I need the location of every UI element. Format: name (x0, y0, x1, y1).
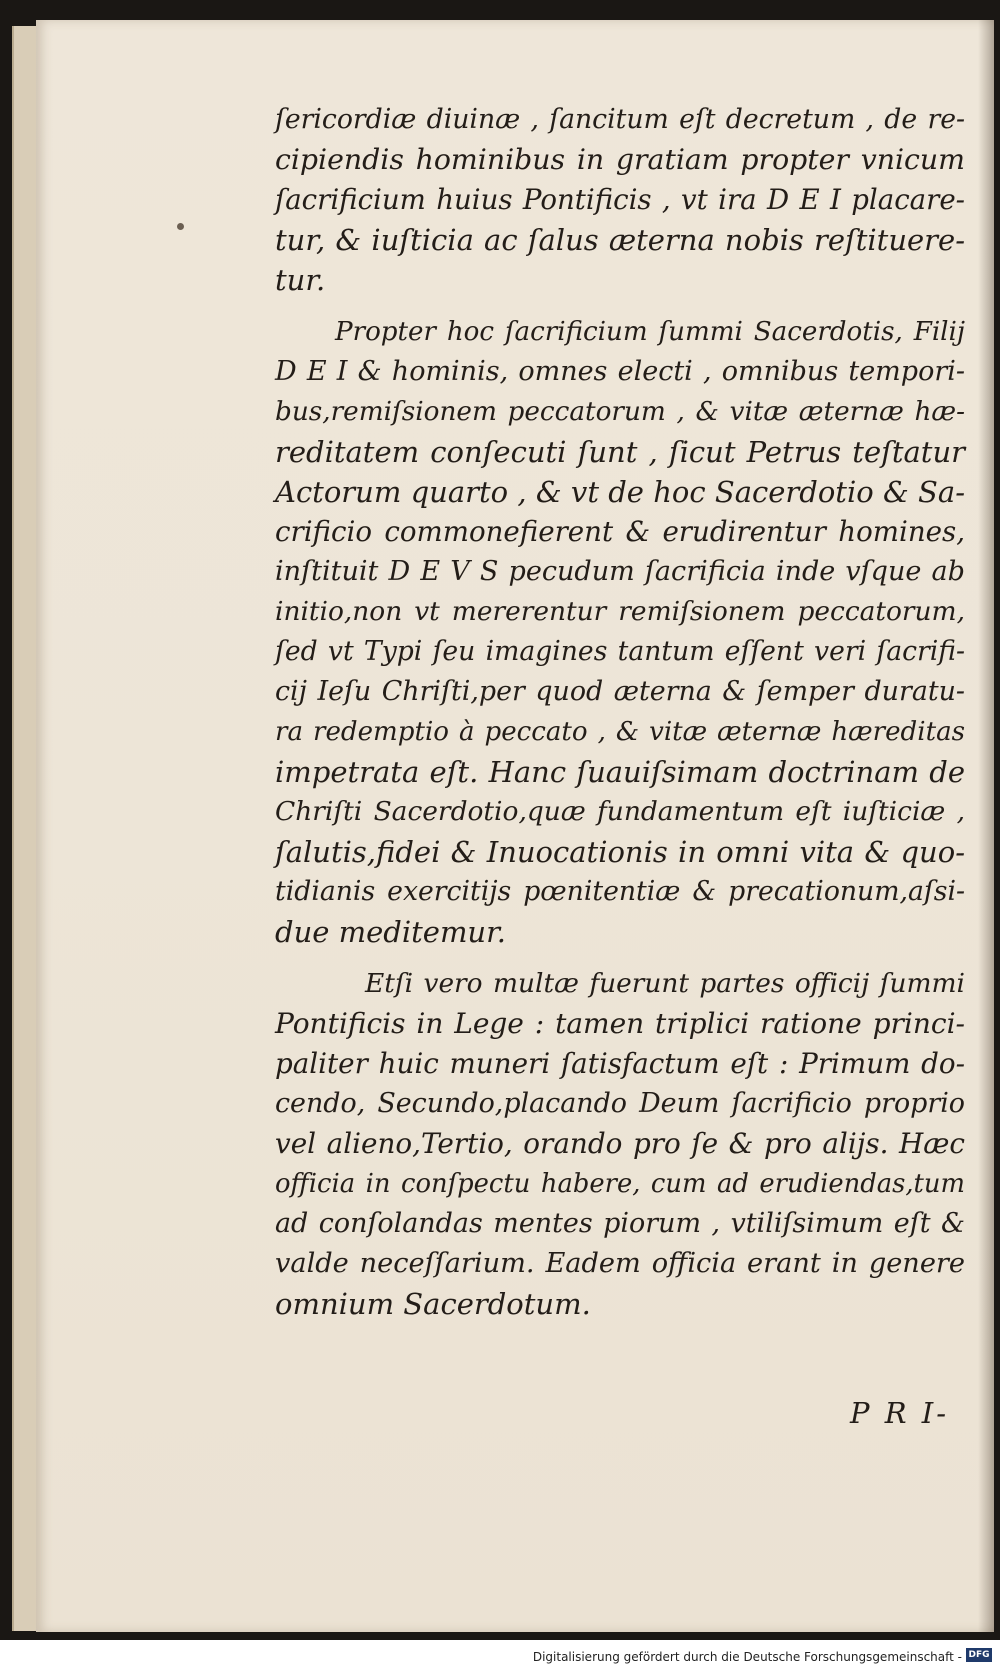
text-line: cipiendis hominibus in gratiam propter vnicum (275, 143, 965, 176)
text-line: Etſi vero multæ fuerunt partes officij ſummi (365, 968, 965, 999)
text-line: initio,non vt mererentur remiſsionem peccatorum, (275, 596, 965, 627)
paragraph-gap (275, 300, 965, 312)
page-text (275, 100, 965, 1324)
text-line: vel alieno,Tertio, orando pro ſe & pro alijs. Hæc (275, 1127, 965, 1160)
text-line: paliter huic muneri ſatisfactum eſt : Primum do- (275, 1047, 965, 1080)
text-line: omnium Sacerdotum. (275, 1287, 591, 1321)
paragraph-gap (275, 952, 965, 964)
text-line: ſed vt Typi ſeu imagines tantum eſſent veri ſacrifi- (275, 636, 965, 667)
paragraph-2 (275, 312, 965, 952)
text-line: Actorum quarto , & vt de hoc Sacerdotio & Sa- (275, 475, 965, 509)
text-line: Chriſti Sacerdotio,quæ fundamentum eſt iuſticiæ , (275, 796, 965, 827)
paragraph-3 (275, 964, 965, 1324)
text-line: Propter hoc ſacrificium ſummi Sacerdotis, Filij (335, 317, 965, 347)
paragraph-1 (275, 100, 965, 300)
dfg-logo-icon: DFG (966, 1648, 992, 1662)
text-line: cij Ieſu Chriſti,per quod æterna & ſemper duratu- (275, 676, 965, 707)
text-line: valde neceſſarium. Eadem officia erant in genere (275, 1248, 965, 1279)
text-line: inſtituit D E V S pecudum ſacrificia inde vſque ab (275, 556, 965, 587)
catchword: P R I- (850, 1396, 950, 1430)
text-line: D E I & hominis, omnes electi , omnibus tempori- (275, 356, 965, 387)
ink-stain (177, 223, 184, 230)
funding-credit: Digitalisierung gefördert durch die Deutsche Forschungsgemeinschaft - (532, 1650, 962, 1664)
text-line: due meditemur. (275, 915, 507, 949)
text-line: ad conſolandas mentes piorum , vtiliſsimum eſt & (275, 1208, 965, 1239)
text-line: tidianis exercitijs pœnitentiæ & precationum,aſsi- (275, 876, 965, 907)
page-gutter-shadow (978, 20, 994, 1632)
text-line: tur. (275, 263, 326, 297)
text-line: bus,remiſsionem peccatorum , & vitæ æternæ hæ- (275, 397, 965, 427)
text-line: ſacrificium huius Pontificis , vt ira D E I placare- (275, 183, 965, 216)
text-line: ſalutis,fidei & Inuocationis in omni vita & quo- (275, 835, 965, 869)
text-line: crificio commonefierent & erudirentur homines, (275, 515, 965, 548)
text-line: ra redemptio à peccato , & vitæ æternæ hæreditas (275, 717, 965, 747)
text-line: officia in conſpectu habere, cum ad erudiendas,tum (275, 1169, 965, 1199)
text-line: reditatem conſecuti ſunt , ſicut Petrus teſtatur (275, 435, 965, 469)
text-line: ſericordiæ diuinæ , ſancitum eſt decretum , de re- (275, 104, 965, 135)
text-line: impetrata eſt. Hanc ſuauiſsimam doctrinam de (275, 755, 965, 789)
text-line: Pontificis in Lege : tamen triplici ratione princi- (275, 1007, 965, 1040)
text-line: tur, & iuſticia ac ſalus æterna nobis reſtituere- (275, 223, 965, 257)
text-line: cendo, Secundo,placando Deum ſacrificio proprio (275, 1088, 965, 1119)
